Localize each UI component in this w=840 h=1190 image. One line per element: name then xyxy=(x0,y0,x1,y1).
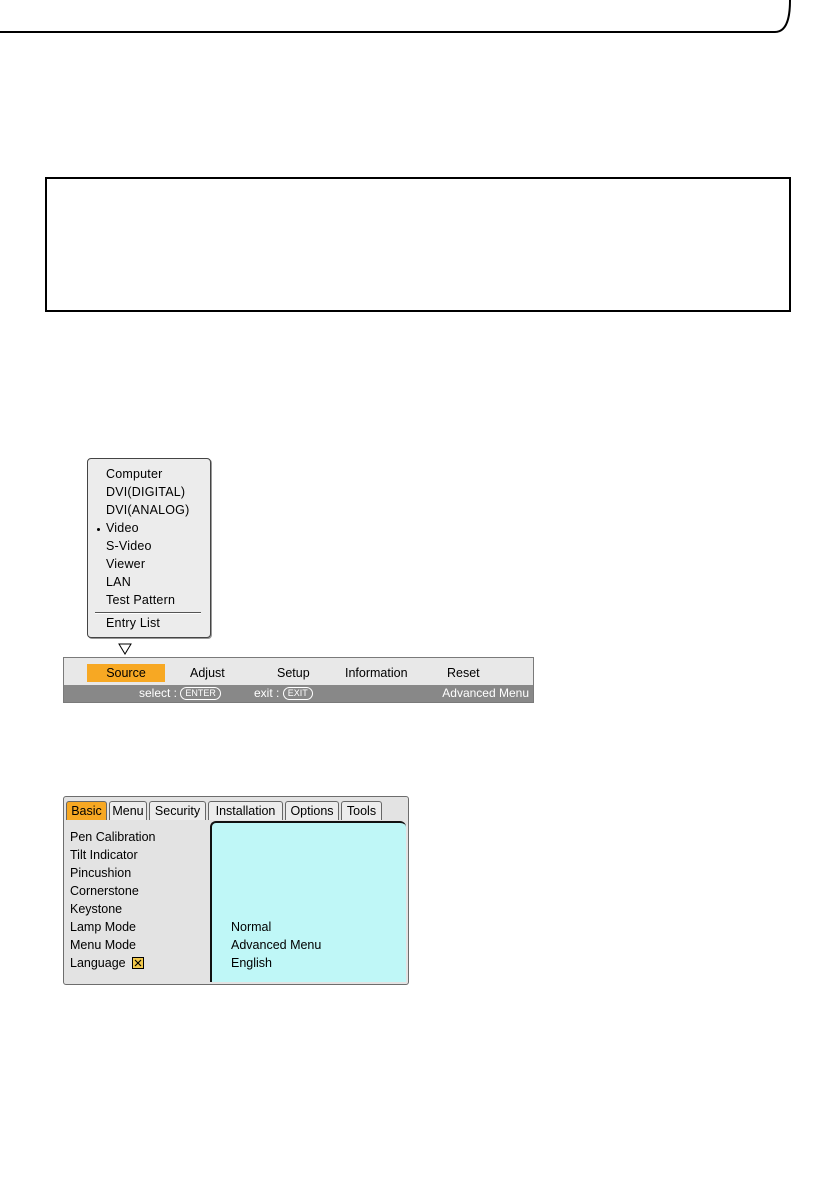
menu-mode-indicator: Advanced Menu xyxy=(442,686,529,700)
enter-key-icon: ENTER xyxy=(180,687,221,700)
select-label: select : xyxy=(139,686,178,700)
source-item-dvi-digital[interactable]: DVI(DIGITAL) xyxy=(106,485,186,499)
menu-tab-information[interactable]: Information xyxy=(345,666,408,680)
value-panel xyxy=(210,821,406,982)
setting-keystone[interactable]: Keystone xyxy=(70,902,123,916)
setting-tilt-indicator[interactable]: Tilt Indicator xyxy=(70,848,138,862)
tab-installation[interactable]: Installation xyxy=(208,801,283,820)
source-item-s-video[interactable]: S-Video xyxy=(106,539,152,553)
exit-label: exit : xyxy=(254,686,280,700)
source-item-dvi-analog[interactable]: DVI(ANALOG) xyxy=(106,503,190,517)
source-item-viewer[interactable]: Viewer xyxy=(106,557,146,571)
source-item-test-pattern[interactable]: Test Pattern xyxy=(106,593,176,607)
lamp-mode-value[interactable]: Normal xyxy=(231,920,272,934)
source-item-entry-list[interactable]: Entry List xyxy=(106,616,161,630)
setting-pincushion[interactable]: Pincushion xyxy=(70,866,132,880)
source-item-video[interactable]: Video xyxy=(106,521,139,535)
triangle-down-icon xyxy=(118,643,132,655)
source-item-lan[interactable]: LAN xyxy=(106,575,131,589)
tab-options[interactable]: Options xyxy=(285,801,339,820)
tab-security[interactable]: Security xyxy=(149,801,206,820)
language-value[interactable]: English xyxy=(231,956,272,970)
menu-tab-reset[interactable]: Reset xyxy=(447,666,480,680)
setting-menu-mode[interactable]: Menu Mode xyxy=(70,938,137,952)
notice-box xyxy=(45,177,791,312)
setting-language[interactable] xyxy=(70,954,144,972)
source-item-computer[interactable]: Computer xyxy=(106,467,163,481)
setting-lamp-mode[interactable]: Lamp Mode xyxy=(70,920,137,934)
language-icon xyxy=(132,957,144,969)
setting-language-label: Language xyxy=(70,956,126,970)
exit-key-icon: EXIT xyxy=(283,687,313,700)
menu-tab-adjust[interactable]: Adjust xyxy=(190,666,225,680)
status-strip xyxy=(64,685,533,702)
tab-basic[interactable]: Basic xyxy=(66,801,107,820)
selected-bullet-icon xyxy=(97,528,100,531)
exit-hint xyxy=(254,685,313,702)
menu-mode-value[interactable]: Advanced Menu xyxy=(231,938,322,952)
tab-menu[interactable]: Menu xyxy=(109,801,147,820)
setting-cornerstone[interactable]: Cornerstone xyxy=(70,884,139,898)
source-dropdown-menu xyxy=(87,458,211,638)
tab-tools[interactable]: Tools xyxy=(341,801,382,820)
menu-tab-source[interactable]: Source xyxy=(87,664,165,682)
select-hint xyxy=(139,685,221,702)
page-header-line xyxy=(0,0,840,60)
setting-pen-calibration[interactable]: Pen Calibration xyxy=(70,830,156,844)
menu-tab-setup[interactable]: Setup xyxy=(277,666,310,680)
main-menu-bar xyxy=(63,657,534,703)
settings-window xyxy=(63,796,409,985)
